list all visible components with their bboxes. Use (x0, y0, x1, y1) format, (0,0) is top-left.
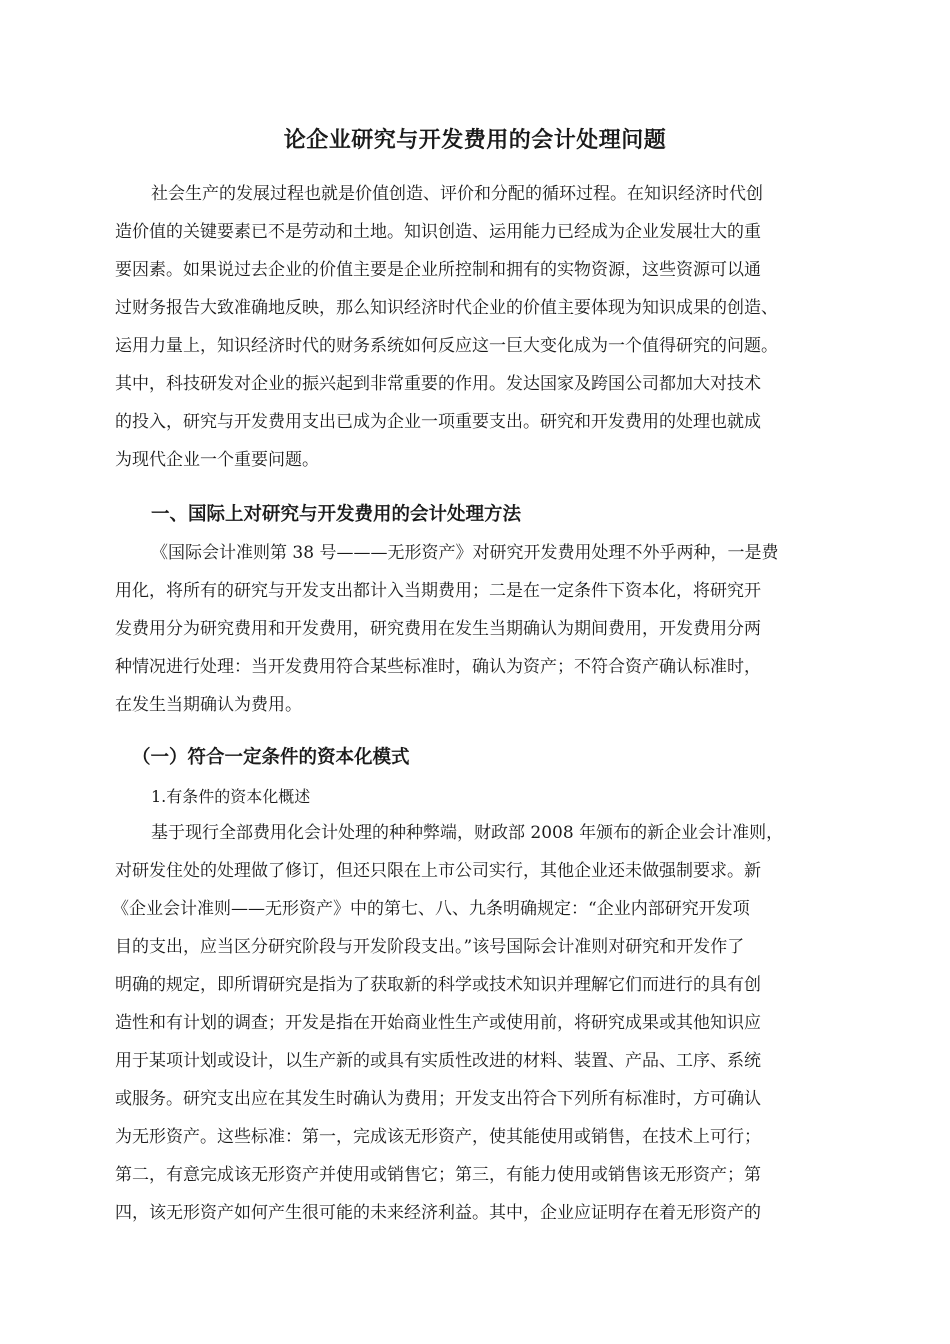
paragraph-line: 对研发住处的处理做了修订，但还只限在上市公司实行，其他企业还未做强制要求。新 (115, 861, 761, 881)
paragraph-line: 社会生产的发展过程也就是价值创造、评价和分配的循环过程。在知识经济时代创 (151, 184, 763, 204)
item-heading: 1.有条件的资本化概述 (151, 787, 311, 806)
paragraph-line: 目的支出，应当区分研究阶段与开发阶段支出。”该号国际会计准则对研究和开发作了 (115, 937, 745, 957)
paragraph-line: 的投入，研究与开发费用支出已成为企业一项重要支出。研究和开发费用的处理也就成 (115, 412, 761, 432)
paragraph-line: 为现代企业一个重要问题。 (115, 450, 319, 470)
paragraph-line: 明确的规定，即所谓研究是指为了获取新的科学或技术知识并理解它们而进行的具有创 (115, 975, 761, 995)
subsection-heading: （一）符合一定条件的资本化模式 (132, 747, 410, 768)
section-heading: 一、国际上对研究与开发费用的会计处理方法 (151, 504, 522, 525)
paragraph-line: 种情况进行处理：当开发费用符合某些标准时，确认为资产；不符合资产确认标准时， (115, 657, 761, 677)
paragraph-line: 发费用分为研究费用和开发费用，研究费用在发生当期确认为期间费用，开发费用分两 (115, 619, 761, 639)
paragraph-line: 过财务报告大致准确地反映，那么知识经济时代企业的价值主要体现为知识成果的创造、 (115, 298, 778, 318)
paragraph-line: 或服务。研究支出应在其发生时确认为费用；开发支出符合下列所有标准时，方可确认 (115, 1089, 761, 1109)
paragraph-line: 运用力量上，知识经济时代的财务系统如何反应这一巨大变化成为一个值得研究的问题。 (115, 336, 778, 356)
paragraph-line: 要因素。如果说过去企业的价值主要是企业所控制和拥有的实物资源，这些资源可以通 (115, 260, 761, 280)
paragraph-line: 基于现行全部费用化会计处理的种种弊端，财政部 2008 年颁布的新企业会计准则， (151, 823, 784, 843)
paragraph-line: 造价值的关键要素已不是劳动和土地。知识创造、运用能力已经成为企业发展壮大的重 (115, 222, 761, 242)
paragraph-line: 四，该无形资产如何产生很可能的未来经济利益。其中，企业应证明存在着无形资产的 (115, 1203, 761, 1223)
paragraph-line: 造性和有计划的调查；开发是指在开始商业性生产或使用前，将研究成果或其他知识应 (115, 1013, 761, 1033)
paragraph-line: 第二，有意完成该无形资产并使用或销售它；第三，有能力使用或销售该无形资产；第 (115, 1165, 761, 1185)
paragraph-line: 为无形资产。这些标准：第一，完成该无形资产，使其能使用或销售，在技术上可行； (115, 1127, 761, 1147)
paragraph-line: 其中，科技研发对企业的振兴起到非常重要的作用。发达国家及跨国公司都加大对技术 (115, 374, 761, 394)
document-title: 论企业研究与开发费用的会计处理问题 (283, 128, 667, 153)
paragraph-line: 《国际会计准则第 38 号———无形资产》对研究开发费用处理不外乎两种，一是费 (151, 543, 779, 563)
paragraph-line: 在发生当期确认为费用。 (115, 695, 302, 715)
paragraph-line: 《企业会计准则——无形资产》中的第七、八、九条明确规定：“企业内部研究开发项 (112, 899, 750, 919)
paragraph-line: 用于某项计划或设计，以生产新的或具有实质性改进的材料、装置、产品、工序、系统 (115, 1051, 761, 1071)
paragraph-line: 用化，将所有的研究与开发支出都计入当期费用；二是在一定条件下资本化，将研究开 (115, 581, 761, 601)
